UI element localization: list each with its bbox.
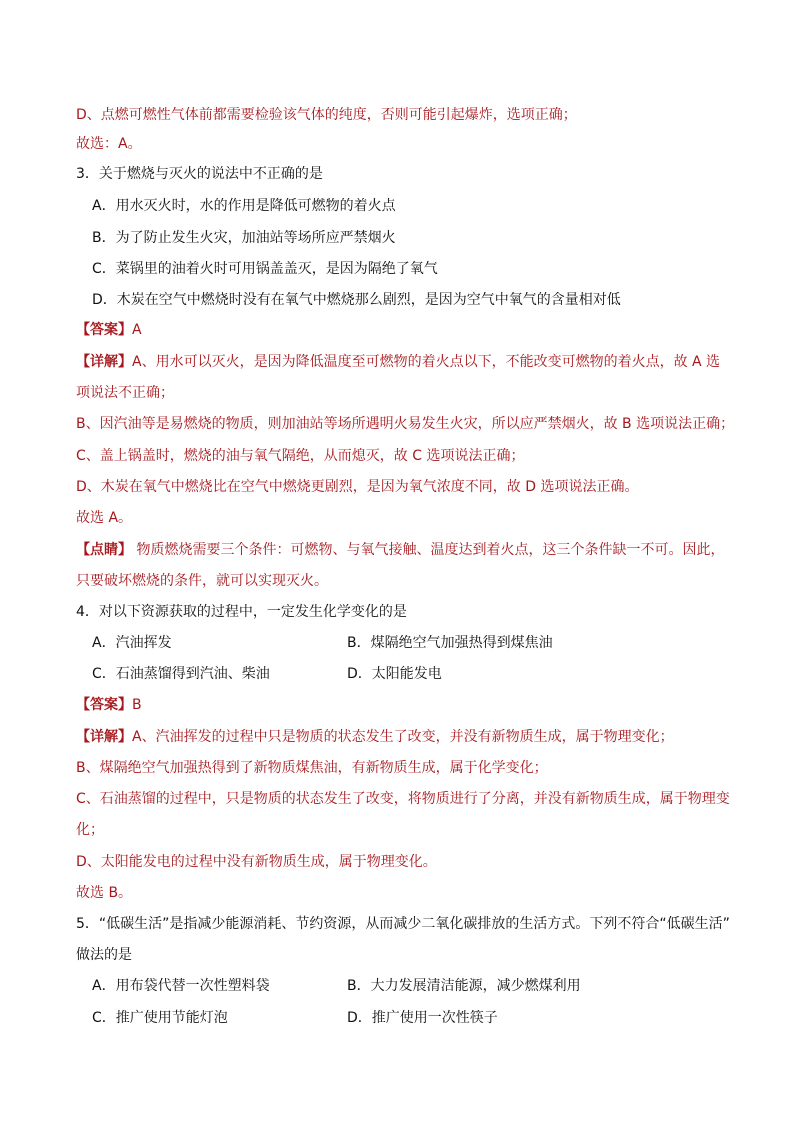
q5-option-d: D．推广使用一次性筷子 bbox=[347, 1010, 498, 1026]
q3-detail-b: B、因汽油等是易燃烧的物质，则加油站等场所遇明火易发生火灾，所以应严禁烟火，故 B 选项说法正确； bbox=[76, 416, 735, 432]
q3-tip bbox=[76, 540, 734, 560]
detail-tag: 【详解】 bbox=[76, 354, 132, 370]
q4-answer bbox=[76, 695, 734, 715]
detail-tag: 【详解】 bbox=[76, 729, 132, 745]
q5-stem: 5．“低碳生活”是指减少能源消耗、节约资源，从而减少二氧化碳排放的生活方式。下列不符合“低碳生活” bbox=[76, 916, 730, 932]
q3-option-a: A．用水灭火时，水的作用是降低可燃物的着火点 bbox=[92, 198, 396, 214]
q5-option-b: B．大力发展清洁能源，减少燃煤利用 bbox=[347, 978, 581, 994]
q3-detail-a-cont: 项说法不正确； bbox=[76, 385, 174, 401]
q5-option-c: C．推广使用节能灯泡 bbox=[92, 1010, 228, 1026]
answer-value: A bbox=[132, 322, 142, 338]
q4-choose: 故选 B。 bbox=[76, 885, 133, 901]
q4-option-d: D．太阳能发电 bbox=[347, 666, 442, 682]
answer-value: B bbox=[132, 697, 142, 713]
q4-option-c: C．石油蒸馏得到汽油、柴油 bbox=[92, 666, 270, 682]
answer-tag: 【答案】 bbox=[76, 697, 132, 713]
answer-tag: 【答案】 bbox=[76, 322, 132, 338]
tip-text: 物质燃烧需要三个条件：可燃物、与氧气接触、温度达到着火点，这三个条件缺一不可。因此， bbox=[136, 542, 725, 558]
q4-option-a: A．汽油挥发 bbox=[92, 635, 172, 651]
q4-stem: 4．对以下资源获取的过程中，一定发生化学变化的是 bbox=[76, 604, 407, 620]
q4-detail-d: D、太阳能发电的过程中没有新物质生成，属于物理变化。 bbox=[76, 854, 437, 870]
q2-explain-d: D、点燃可燃性气体前都需要检验该气体的纯度，否则可能引起爆炸，选项正确； bbox=[76, 107, 577, 123]
q3-choose: 故选 A。 bbox=[76, 510, 133, 526]
q3-stem: 3．关于燃烧与灭火的说法中不正确的是 bbox=[76, 166, 323, 182]
q3-answer bbox=[76, 320, 734, 340]
q4-detail-a bbox=[76, 727, 734, 747]
q2-choose: 故选：A。 bbox=[76, 136, 142, 152]
q5-stem-cont: 做法的是 bbox=[76, 947, 132, 963]
detail-text: A、用水可以灭火，是因为降低温度至可燃物的着火点以下，不能改变可燃物的着火点，故 A 选 bbox=[132, 354, 721, 370]
q5-option-a: A．用布袋代替一次性塑料袋 bbox=[92, 978, 270, 994]
q3-option-c: C．菜锅里的油着火时可用锅盖盖灭，是因为隔绝了氧气 bbox=[92, 261, 438, 277]
tip-tag: 【点睛】 bbox=[76, 542, 132, 558]
q4-detail-b: B、煤隔绝空气加强热得到了新物质煤焦油，有新物质生成，属于化学变化； bbox=[76, 760, 548, 776]
detail-text: A、汽油挥发的过程中只是物质的状态发生了改变，并没有新物质生成，属于物理变化； bbox=[132, 729, 674, 745]
q4-detail-c: C、石油蒸馏的过程中，只是物质的状态发生了改变，将物质进行了分离，并没有新物质生成，属于物理变 bbox=[76, 791, 730, 807]
q3-tip-cont: 只要破坏燃烧的条件，就可以实现灭火。 bbox=[76, 573, 328, 589]
q3-option-b: B．为了防止发生火灾，加油站等场所应严禁烟火 bbox=[92, 230, 396, 246]
q3-option-d: D．木炭在空气中燃烧时没有在氧气中燃烧那么剧烈，是因为空气中氧气的含量相对低 bbox=[92, 292, 621, 308]
q4-detail-c-cont: 化； bbox=[76, 822, 104, 838]
q4-option-b: B．煤隔绝空气加强热得到煤焦油 bbox=[347, 635, 553, 651]
q3-detail-c: C、盖上锅盖时，燃烧的油与氧气隔绝，从而熄灭，故 C 选项说法正确； bbox=[76, 448, 525, 464]
q3-detail-a bbox=[76, 352, 734, 372]
q3-detail-d: D、木炭在氧气中燃烧比在空气中燃烧更剧烈，是因为氧气浓度不同，故 D 选项说法正确。 bbox=[76, 479, 639, 495]
